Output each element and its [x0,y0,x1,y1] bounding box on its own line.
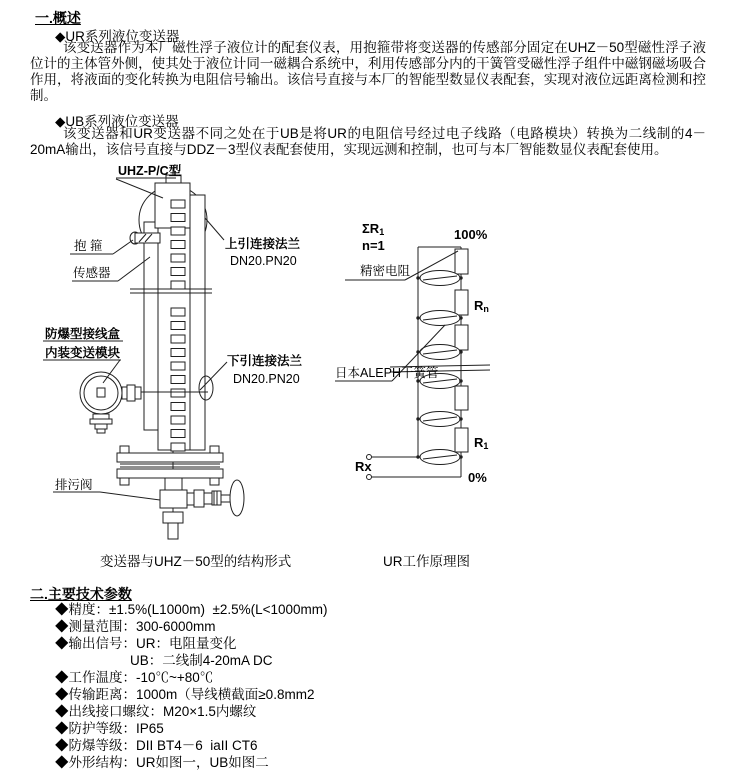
junction-box-label: 防爆型接线盒 [45,327,121,341]
ladder-rung [171,443,185,451]
percent-0-label: 0% [468,470,487,483]
drain-valve-label: 排污阀 [55,478,93,492]
params-list [55,601,695,770]
zero-terminal [367,475,372,480]
ladder-rung [171,308,185,316]
ladder-rung [171,254,185,262]
ladder-rung [171,349,185,357]
reed-label: 日本ALEPH干簧管 [335,366,439,380]
param-line: ◆传输距离：1000m（导线横截面≥0.8mm2 [55,687,315,702]
ladder-rung [171,281,185,289]
sensor-tube [144,222,158,430]
transmitter-drawing [43,163,303,540]
module-label: 内装变送模块 [45,346,121,360]
param-line: ◆输出信号：UR：电阻量变化 [55,636,237,651]
param-line: UB：二线制4-20mA DC [130,653,273,668]
param-line: ◆测量范围：300-6000mm [55,619,216,634]
ladder-rung [171,403,185,411]
percent-100-label: 100% [454,227,488,242]
ladder-rung [171,389,185,397]
drain-valve [160,478,244,539]
figure-principle-drawing [330,213,530,483]
ladder-rung [171,335,185,343]
param-line: ◆防护等级：IP65 [55,721,164,736]
ladder-rung [171,227,185,235]
ladder-rung [171,214,185,222]
reed-switch [416,412,462,427]
sigma-label: ΣR1 [362,221,385,237]
ladder-rung [171,362,185,370]
ladder-rung [171,200,185,208]
caption-structure: 变送器与UHZ－50型的结构形式 [100,554,292,569]
ub-series-paragraph: 该变送器和UR变送器不同之处在于UB是将UR的电阻信号经过电子线路（电路模块）转换为二线制的4－20mA输出，该信号直接与DDZ－3型仪表配套使用，实现远测和控制，也可与本厂智能数显仪表配套使用。 [30,126,706,157]
ur-series-bullet: ◆UR系列液位变送器 [55,29,180,44]
clamp-label: 抱 箍 [74,239,103,253]
model-label: UHZ-P/C型 [118,164,182,178]
caption-principle: UR工作原理图 [383,554,470,569]
rn-label: Rn [474,298,489,314]
ladder-rung [171,376,185,384]
rx-label: Rx [355,459,372,474]
param-line: ◆防爆等级：DII BT4－6 iaII CT6 [55,738,258,753]
ur-series-paragraph: 该变送器作为本厂磁性浮子液位计的配套仪表，用抱箍带将变送器的传感部分固定在UHZ－50型磁性浮子液位计的主体管外侧，使其处于液位计同一磁耦合系统中，利用传感部分内的干簧管受磁性浮子组件中磁钢磁场吸合作用，将液面的变化转换为电阻信号输出。该信号直接与本厂的智能型数显仪表配套，实现对液位远距离检测和控制。 [30,40,706,103]
upper-flange-spec: DN20.PN20 [230,254,297,268]
lower-flange-label: 下引连接法兰 [227,354,303,368]
handwheel [230,480,244,516]
ladder-rung [171,241,185,249]
n-label: n=1 [362,238,385,253]
param-line: ◆外形结构：UR如图一，UB如图二 [55,755,269,770]
clamp-band [130,232,160,244]
principle-circuit [335,221,490,483]
param-line: ◆精度：±1.5%(L1000m) ±2.5%(L<1000mm) [55,602,328,617]
ladder-rung [171,322,185,330]
reed-switch [372,450,463,465]
param-line: ◆出线接口螺纹：M20×1.5内螺纹 [55,704,257,719]
sensor-label: 传感器 [73,266,111,280]
section-overview-heading: 一.概述 [35,10,81,26]
outer-tube [190,195,205,450]
ladder-rung [171,268,185,276]
r1-label: R1 [474,435,489,451]
lower-flange-spec: DN20.PN20 [233,372,300,386]
ladder-rung [171,416,185,424]
upper-flange-label: 上引连接法兰 [225,237,301,251]
section-params-heading: 二.主要技术参数 [30,586,132,602]
precision-resistor-label: 精密电阻 [360,264,411,278]
ladder-rung [171,430,185,438]
param-line: ◆工作温度：-10℃~+80℃ [55,670,214,685]
ub-series-bullet: ◆UB系列液位变送器 [55,114,179,129]
figure-structure-drawing [40,160,330,560]
